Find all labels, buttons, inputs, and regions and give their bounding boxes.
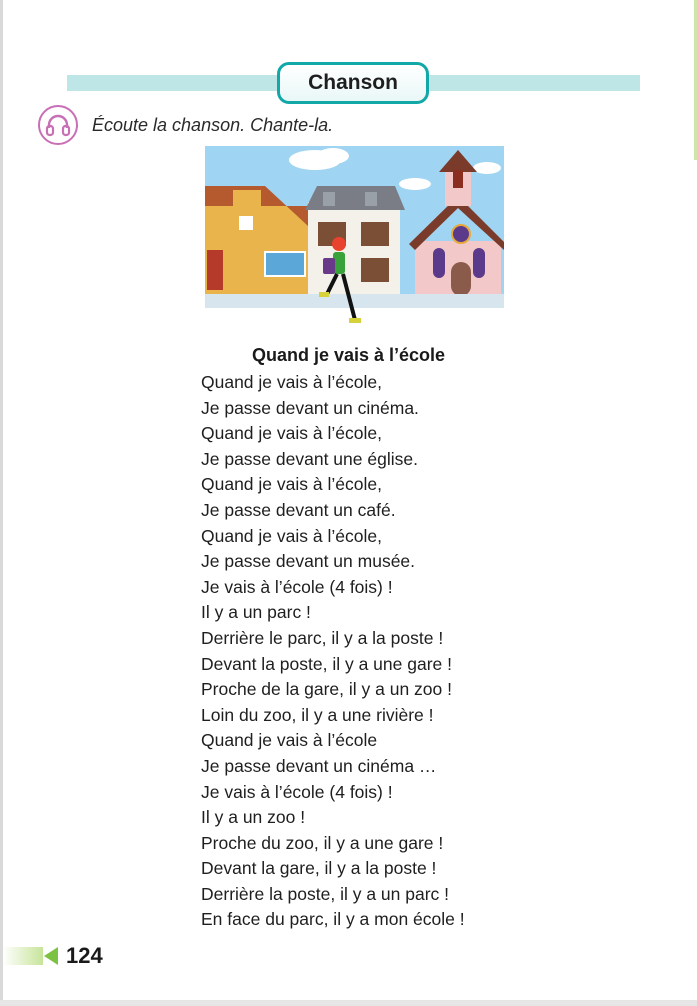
page-number: 124 <box>66 943 103 968</box>
lyric-line: Proche du zoo, il y a une gare ! <box>201 832 444 853</box>
page-number-bar <box>3 947 43 965</box>
lyric-line: Je passe devant un cinéma. <box>201 397 419 418</box>
lyric-line: Je passe devant une église. <box>201 448 418 469</box>
lyric-line: Quand je vais à l’école <box>201 730 378 751</box>
lyric-line: Devant la poste, il y a une gare ! <box>201 653 452 674</box>
lyric-line: Je vais à l’école (4 fois) ! <box>201 576 393 597</box>
lyric-line: Proche de la gare, il y a un zoo ! <box>201 679 452 700</box>
lyric-line: Je passe devant un café. <box>201 499 396 520</box>
lyric-line: Quand je vais à l’école, <box>201 423 382 444</box>
lyric-line: Derrière le parc, il y a la poste ! <box>201 627 444 648</box>
instruction-row <box>38 105 333 145</box>
arrow-left-icon <box>44 947 58 965</box>
lyric-line: Je passe devant un musée. <box>201 551 416 572</box>
instruction-text: Écoute la chanson. Chante-la. <box>92 114 334 135</box>
lyric-line: Loin du zoo, il y a une rivière ! <box>201 704 434 725</box>
lyric-line: Quand je vais à l’école, <box>201 474 382 495</box>
lyric-line: Je vais à l’école (4 fois) ! <box>201 781 393 802</box>
lyric-line: Devant la gare, il y a la poste ! <box>201 858 437 879</box>
section-title: Chanson <box>277 62 429 104</box>
headphones-icon[interactable] <box>38 105 78 145</box>
song-title: Quand je vais à l’école <box>251 345 446 365</box>
page-bottom-edge <box>0 1000 697 1006</box>
lyric-line: Il y a un zoo ! <box>201 807 306 828</box>
lyric-line: Quand je vais à l’école, <box>201 372 382 392</box>
lyric-line: Derrière la poste, il y a un parc ! <box>201 883 450 904</box>
lyric-line: Quand je vais à l’école, <box>201 525 382 546</box>
song-lyrics <box>201 370 465 933</box>
street-illustration <box>205 146 504 326</box>
lyric-line: En face du parc, il y a mon école ! <box>201 909 465 930</box>
lyric-line: Je passe devant un cinéma … <box>201 755 437 776</box>
lyric-line: Il y a un parc ! <box>201 602 311 623</box>
page-left-edge <box>0 0 3 1006</box>
